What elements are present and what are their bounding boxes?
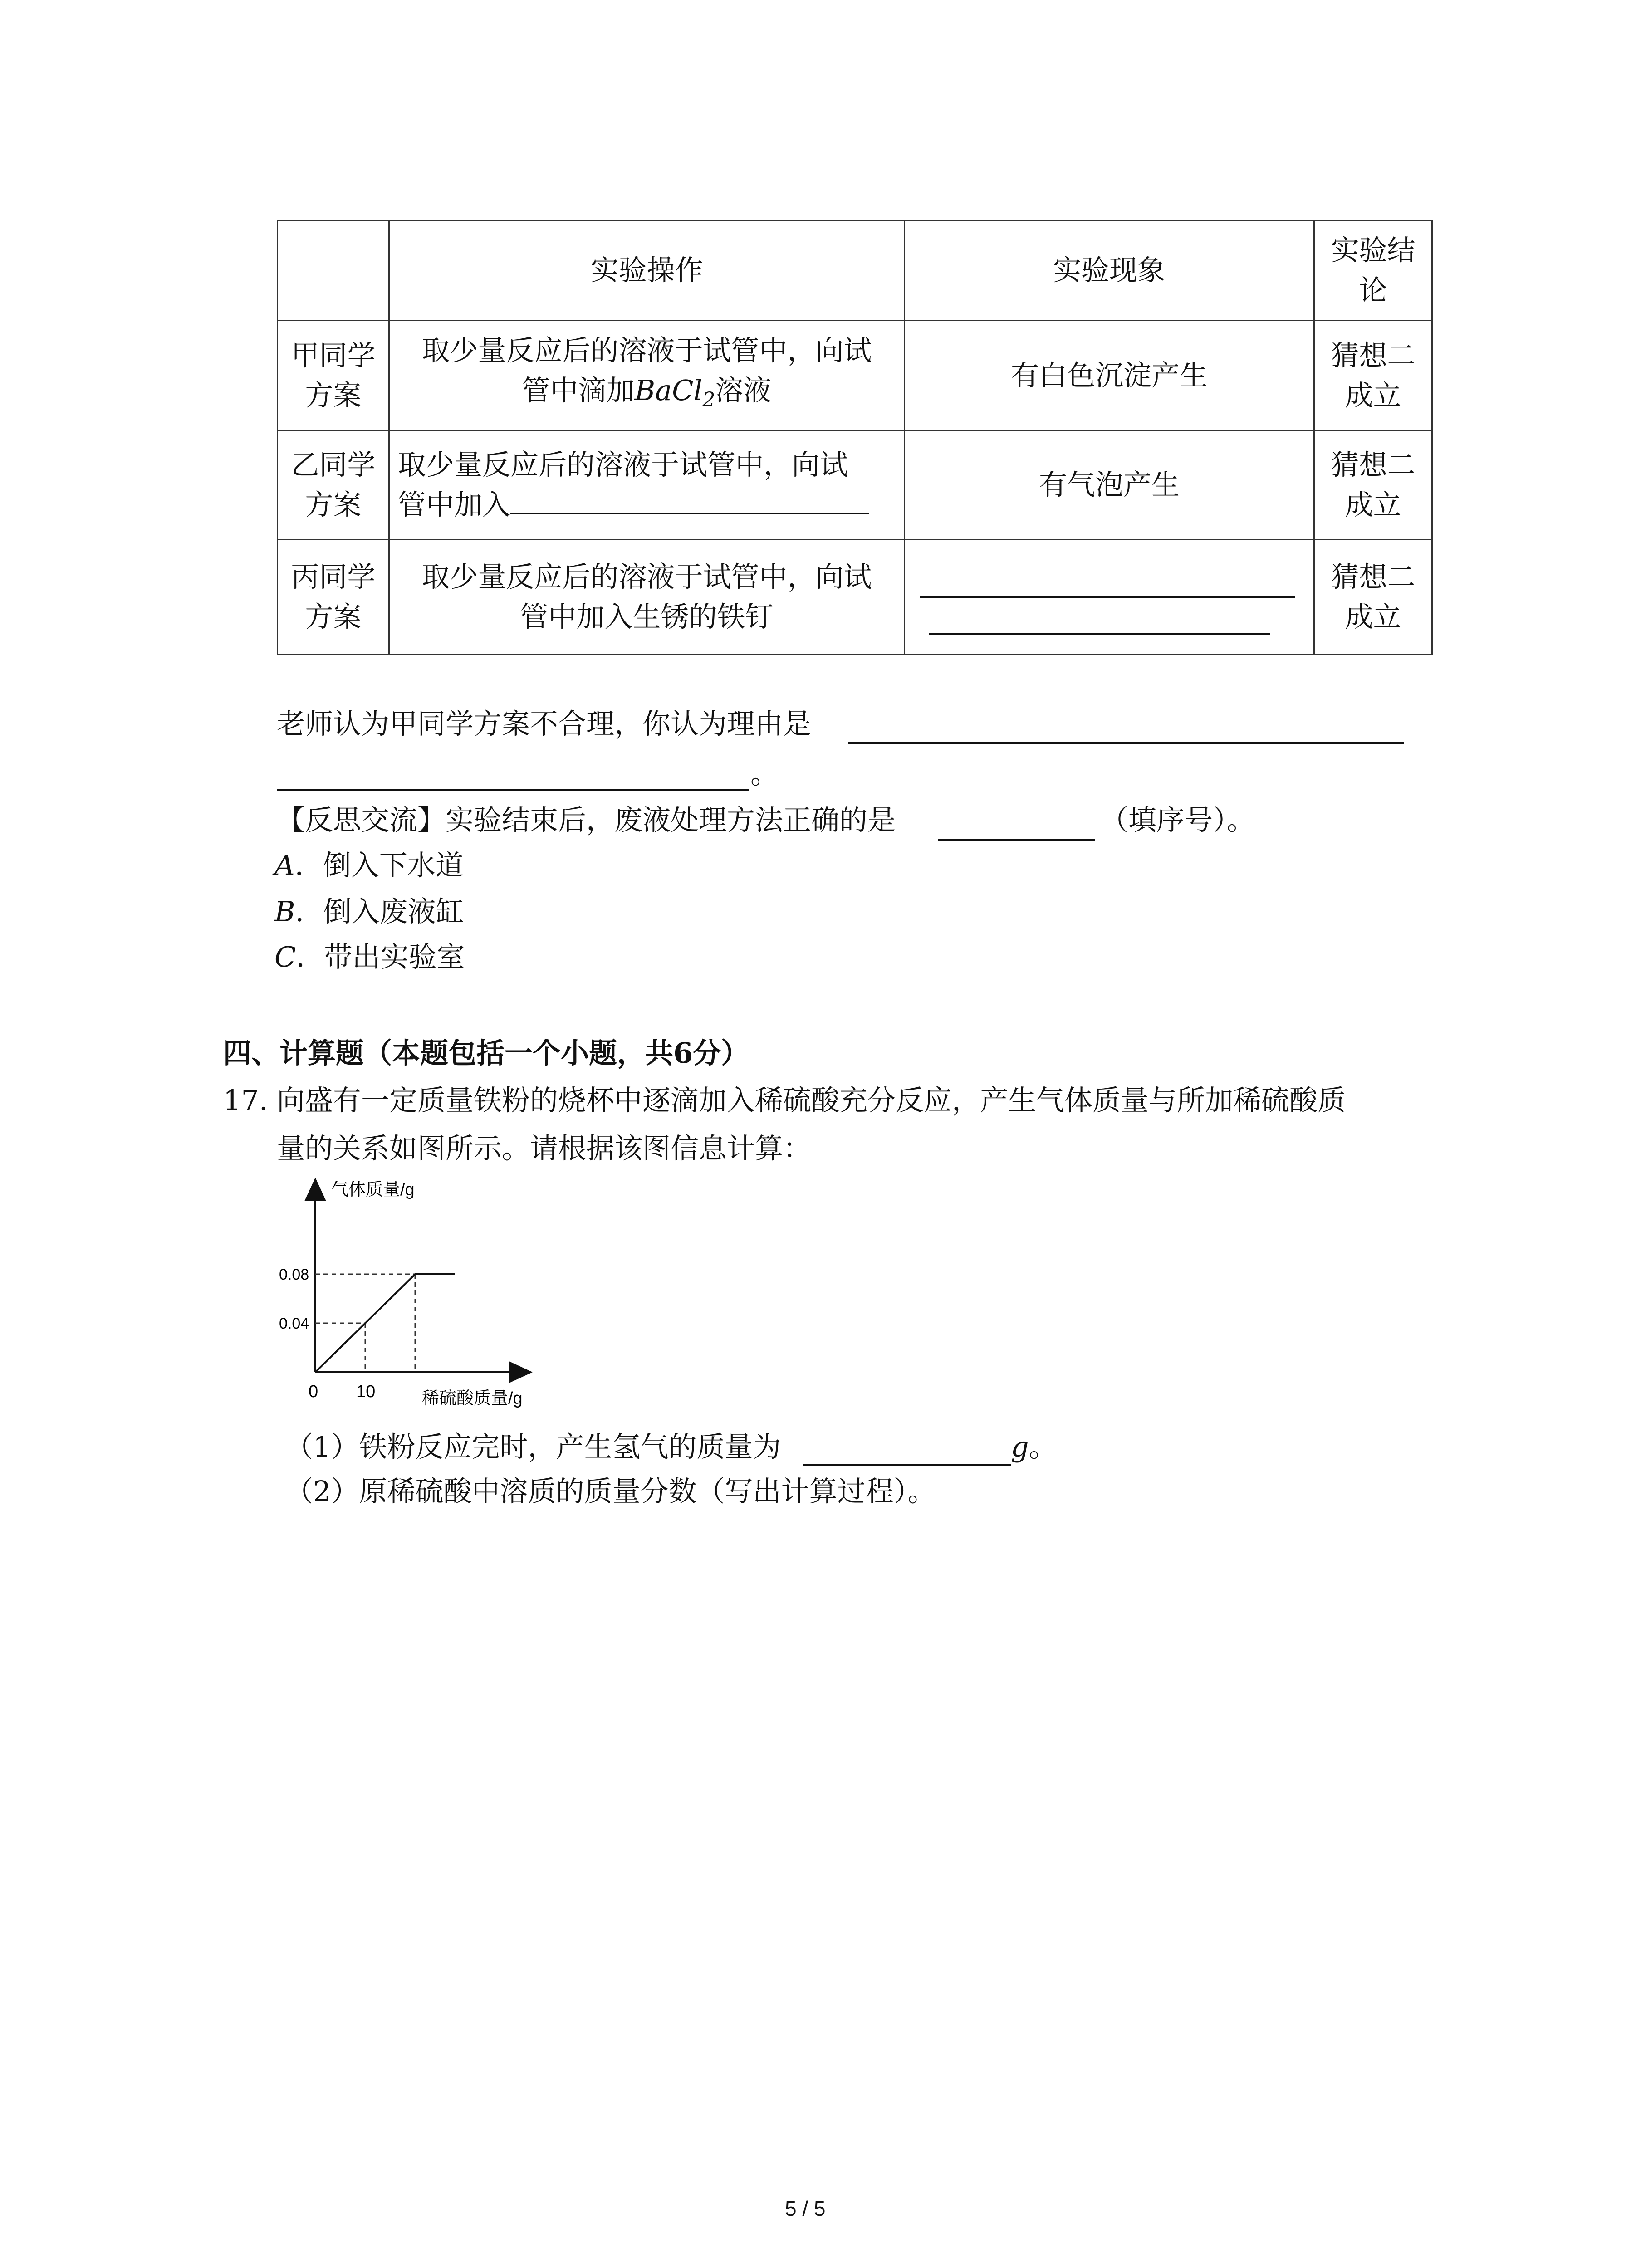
unit-g: g (1011, 1430, 1029, 1463)
header-conclusion-line1: 实验结 (1331, 234, 1416, 267)
table-row (278, 540, 1432, 655)
table-row (278, 321, 1432, 430)
operation-line2-suffix: 溶液 (715, 374, 772, 407)
conclusion-line2: 成立 (1345, 378, 1401, 412)
option-b: B．倒入废液缸 (274, 895, 464, 928)
series-line (315, 1274, 455, 1372)
conclusion-line1: 猜想二 (1331, 338, 1416, 372)
reflection-text: 【反思交流】实验结束后，废液处理方法正确的是 (277, 803, 896, 836)
conclusion-line1: 猜想二 (1331, 448, 1416, 481)
row-conclusion (1314, 321, 1432, 430)
subquestion-1-unit (1011, 1427, 1057, 1467)
option-c: C．带出实验室 (274, 940, 465, 973)
row-label (278, 321, 389, 430)
option-text: 倒入废液缸 (323, 895, 464, 928)
teacher-note: 老师认为甲同学方案不合理，你认为理由是 (277, 707, 812, 740)
option-text: 倒入下水道 (323, 849, 464, 882)
page-number: 5 / 5 (785, 2197, 826, 2220)
row-operation (389, 430, 905, 540)
operation-line1: 取少量反应后的溶液于试管中，向试 (398, 448, 848, 481)
row-phenomenon: 有白色沉淀产生 (905, 321, 1314, 430)
section-title: 四、计算题（本题包括一个小题，共6分） (223, 1036, 749, 1070)
row-label-line1: 乙同学 (291, 448, 376, 481)
row-label-line1: 甲同学 (291, 338, 376, 372)
answer-blank-reagent[interactable] (510, 485, 869, 514)
header-cell-operation: 实验操作 (389, 220, 905, 321)
answer-blank-hydrogen-mass[interactable] (803, 1464, 1011, 1466)
gas-mass-chart (272, 1170, 599, 1424)
x-axis-label: 稀硫酸质量/g (422, 1389, 523, 1408)
table-row (278, 430, 1432, 540)
x-tick-label: 10 (356, 1382, 376, 1401)
row-phenomenon (905, 540, 1314, 655)
conclusion-line2: 成立 (1345, 488, 1401, 521)
row-label (278, 540, 389, 655)
row-conclusion (1314, 540, 1432, 655)
y-axis-label: 气体质量/g (331, 1180, 415, 1199)
conclusion-line1: 猜想二 (1331, 560, 1416, 593)
subquestion-2: （2）原稀硫酸中溶质的质量分数（写出计算过程）。 (285, 1475, 936, 1508)
option-letter: B (274, 895, 295, 928)
answer-blank-reason-2[interactable] (277, 789, 749, 791)
operation-line2-prefix: 管中加入 (398, 488, 511, 521)
row-label-line1: 丙同学 (291, 560, 376, 593)
operation-line1: 取少量反应后的溶液于试管中，向试 (421, 334, 872, 367)
row-label-line2: 方案 (305, 600, 362, 633)
header-cell-blank (278, 220, 389, 321)
formula-subscript: 2 (702, 388, 715, 411)
option-letter: C (274, 940, 296, 973)
row-label-line2: 方案 (305, 488, 362, 521)
y-tick-label: 0.04 (279, 1315, 309, 1332)
answer-blank-phenomenon-1[interactable] (920, 596, 1295, 598)
origin-label: 0 (309, 1382, 318, 1401)
question-line1: 向盛有一定质量铁粉的烧杯中逐滴加入稀硫酸充分反应，产生气体质量与所加稀硫酸质 (277, 1084, 1346, 1117)
row-phenomenon: 有气泡产生 (905, 430, 1314, 540)
row-conclusion (1314, 430, 1432, 540)
operation-line2: 管中加入生锈的铁钉 (520, 600, 774, 633)
reflection-suffix: （填序号）。 (1100, 803, 1255, 836)
answer-blank-option[interactable] (938, 839, 1095, 841)
conclusion-line2: 成立 (1345, 600, 1401, 633)
subquestion-1-end: 。 (1029, 1430, 1057, 1463)
y-tick-label: 0.08 (279, 1266, 309, 1283)
row-label (278, 430, 389, 540)
chart-marks (279, 1266, 455, 1401)
option-text: 带出实验室 (324, 940, 465, 973)
row-label-line2: 方案 (305, 378, 362, 412)
question-number: 17. (223, 1084, 268, 1117)
question-line2: 量的关系如图所示。请根据该图信息计算： (277, 1132, 812, 1165)
operation-line2-prefix: 管中滴加 (522, 374, 635, 407)
header-conclusion-line2: 论 (1359, 274, 1387, 307)
option-a: A．倒入下水道 (274, 849, 464, 882)
teacher-note-end: 。 (750, 757, 779, 790)
operation-line1: 取少量反应后的溶液于试管中，向试 (421, 560, 872, 593)
experiment-table (277, 220, 1433, 655)
formula-bacl: BaCl (634, 374, 703, 407)
answer-blank-phenomenon-2[interactable] (929, 633, 1270, 635)
answer-blank-reason-1[interactable] (848, 742, 1404, 744)
header-cell-conclusion (1314, 220, 1432, 321)
row-operation (389, 321, 905, 430)
header-cell-phenomenon: 实验现象 (905, 220, 1314, 321)
table-header-row (278, 220, 1432, 321)
row-operation (389, 540, 905, 655)
subquestion-1: （1）铁粉反应完时，产生氢气的质量为 (285, 1430, 781, 1463)
option-letter: A (274, 849, 295, 882)
